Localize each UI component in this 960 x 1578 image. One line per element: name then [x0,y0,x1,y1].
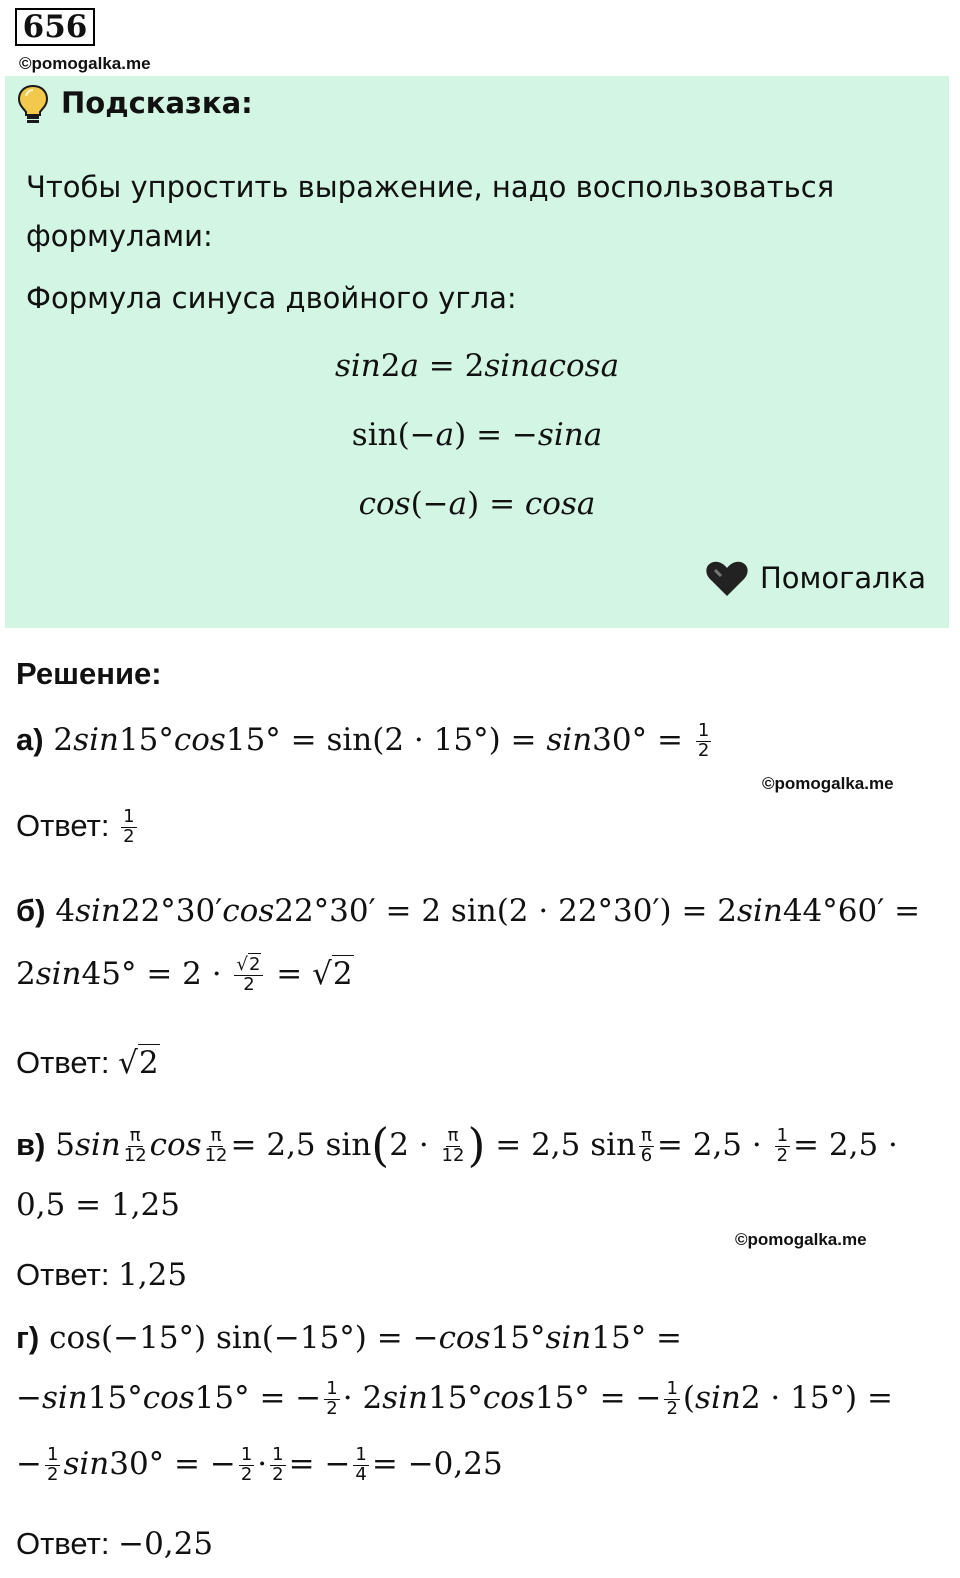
answer-label: Ответ: [16,1526,110,1561]
part-a-label: а) [16,722,44,757]
part-b-line1: б) 4sin22°30′cos22°30′ = 2 sin(2 · 22°30′) = 2sin44°60′ = [16,893,921,929]
part-d-answer [16,1526,213,1562]
part-b-answer: Ответ: √2 [16,1045,159,1081]
answer-label: Ответ: [16,808,110,843]
hint-intro-line2: формулами: [26,219,213,253]
formula-sin-negative: sin(−a) = −sina [351,417,603,453]
part-a-answer: Ответ: $\frac{1}{2}$ [16,806,135,848]
hint-subtitle: Формула синуса двойного угла: [26,281,517,315]
hint-brand: Помогалка [760,561,926,595]
part-d-line2: −sin15°cos15° = − $\frac{1}{2}$ · 2sin15°cos15° = − $\frac{1}{2}$ (sin2 · 15°) = [16,1378,893,1419]
part-c-line1: в) 5sin $\frac{\pi}{12}$ cos $\frac{\pi}{12}$ = 2,5 sin(2 · $\frac{\pi}{12}$ ) = 2,5 sin $\frac{\pi}{6}$ = 2,5 · $\frac{1}{2}$ = 2,5 · [16,1118,898,1172]
lightbulb-icon [17,84,49,126]
part-c-label: в) [16,1127,46,1162]
heart-icon [705,560,749,598]
part-c-line2: 0,5 = 1,25 [16,1187,181,1223]
answer-label: Ответ: [16,1257,110,1292]
part-d-line3: − $\frac{1}{2}$ sin30° = − $\frac{1}{2}$ · $\frac{1}{2}$ = − $\frac{1}{4}$ = −0,25 [16,1444,503,1485]
part-a-line: а) 2sin15°cos15° = sin(2 · 15°) = sin30° = $\frac{1}{2}$ [16,720,710,761]
hint-intro-line1: Чтобы упростить выражение, надо воспользоваться [26,170,835,204]
answer-value: −0,25 [118,1526,214,1562]
answer-label: Ответ: [16,1045,110,1080]
hint-title: Подсказка: [61,86,253,120]
part-d-label: г) [16,1320,40,1355]
problem-number: 656 [15,8,95,46]
part-b-line2: 2sin45° = 2 · $\frac{√2}{2}$ = √2 [16,954,353,995]
part-d-line1: г) cos(−15°) sin(−15°) = −cos15°sin15° = [16,1320,683,1356]
part-c-answer [16,1257,187,1293]
formula-cos-negative: cos(−a) = cosa [358,486,596,522]
answer-value: 1,25 [118,1257,188,1293]
watermark-top: ©pomogalka.me [19,54,151,73]
watermark-bottom: ©pomogalka.me [735,1230,867,1249]
formula-double-angle: sin2a = 2sinacosa [334,348,620,384]
watermark-mid: ©pomogalka.me [762,774,894,793]
part-b-label: б) [16,893,46,928]
solution-title: Решение: [16,656,162,691]
